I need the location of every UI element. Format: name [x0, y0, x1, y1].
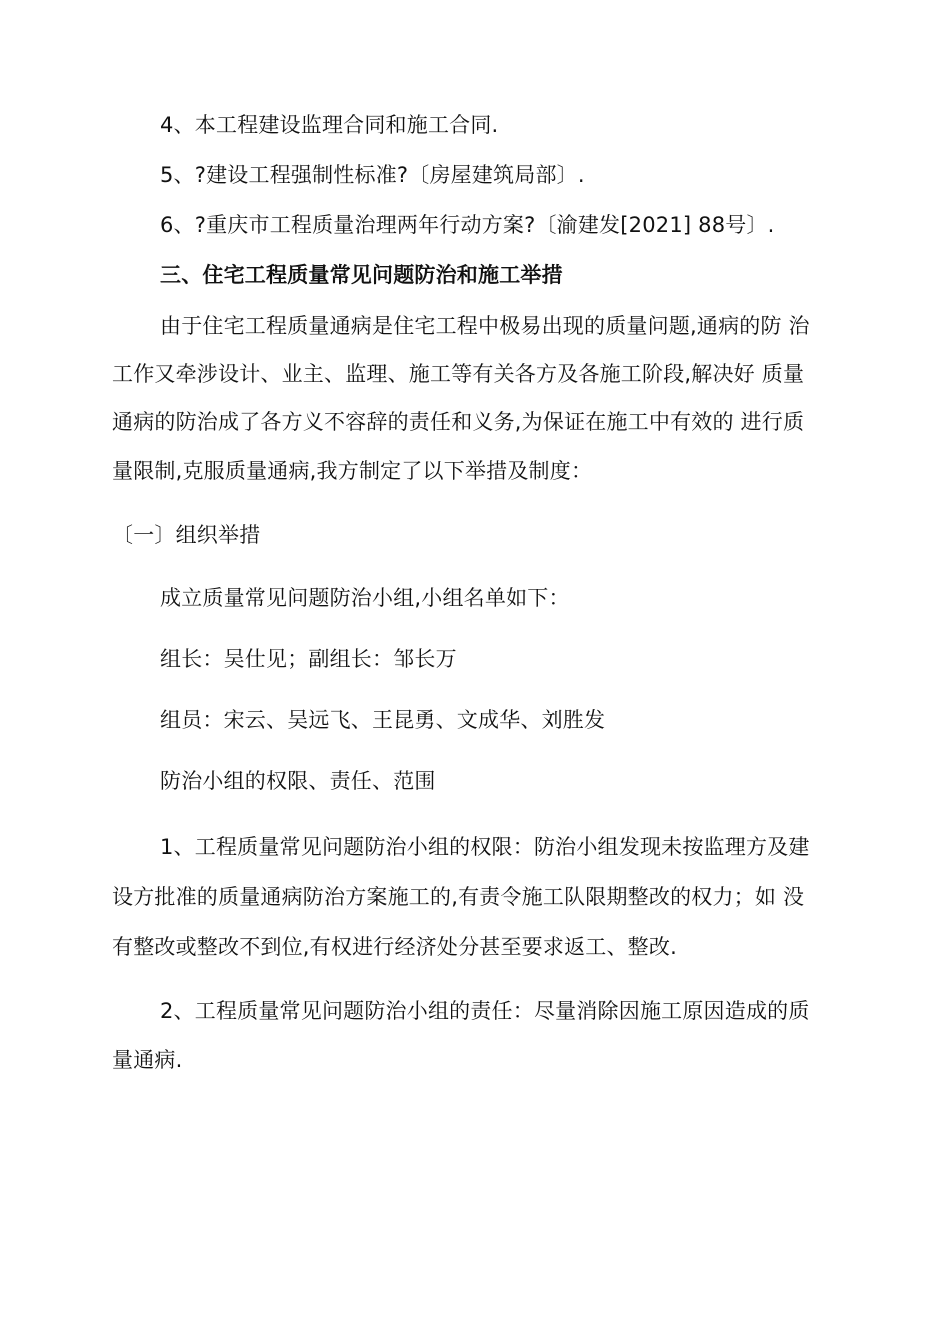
- item-line: 设方批准的质量通病防治方案施工的,有责令施工队限期整改的权力；如 没: [112, 885, 805, 909]
- reference-item-5: 5、?建设工程强制性标准?〔房屋建筑局部〕.: [160, 163, 585, 187]
- item-line: 1、工程质量常见问题防治小组的权限：防治小组发现未按监理方及建: [160, 835, 810, 859]
- section-heading: 三、住宅工程质量常见问题防治和施工举措: [160, 263, 563, 287]
- group-intro: 成立质量常见问题防治小组,小组名单如下：: [160, 586, 570, 610]
- reference-item-6: 6、?重庆市工程质量治理两年行动方案?〔渝建发[2021] 88号〕.: [160, 213, 775, 237]
- reference-item-4: 4、本工程建设监理合同和施工合同.: [160, 113, 499, 137]
- paragraph-line: 量限制,克服质量通病,我方制定了以下举措及制度：: [112, 459, 593, 483]
- item-line: 量通病.: [112, 1048, 183, 1072]
- paragraph-line: 通病的防治成了各方义不容辞的责任和义务,为保证在施工中有效的 进行质: [112, 410, 805, 434]
- subsection-heading: 〔一〕组织举措: [112, 523, 261, 547]
- group-leaders: 组长：吴仕见；副组长：邹长万: [160, 647, 457, 671]
- item-line: 2、工程质量常见问题防治小组的责任：尽量消除因施工原因造成的质: [160, 999, 810, 1023]
- paragraph-line: 由于住宅工程质量通病是住宅工程中极易出现的质量问题,通病的防 治: [160, 314, 810, 338]
- item-line: 有整改或整改不到位,有权进行经济处分甚至要求返工、整改.: [112, 935, 677, 959]
- group-members: 组员：宋云、吴远飞、王昆勇、文成华、刘胜发: [160, 708, 606, 732]
- scope-heading: 防治小组的权限、责任、范围: [160, 769, 436, 793]
- paragraph-line: 工作又牵涉设计、业主、监理、施工等有关各方及各施工阶段,解决好 质量: [112, 362, 805, 386]
